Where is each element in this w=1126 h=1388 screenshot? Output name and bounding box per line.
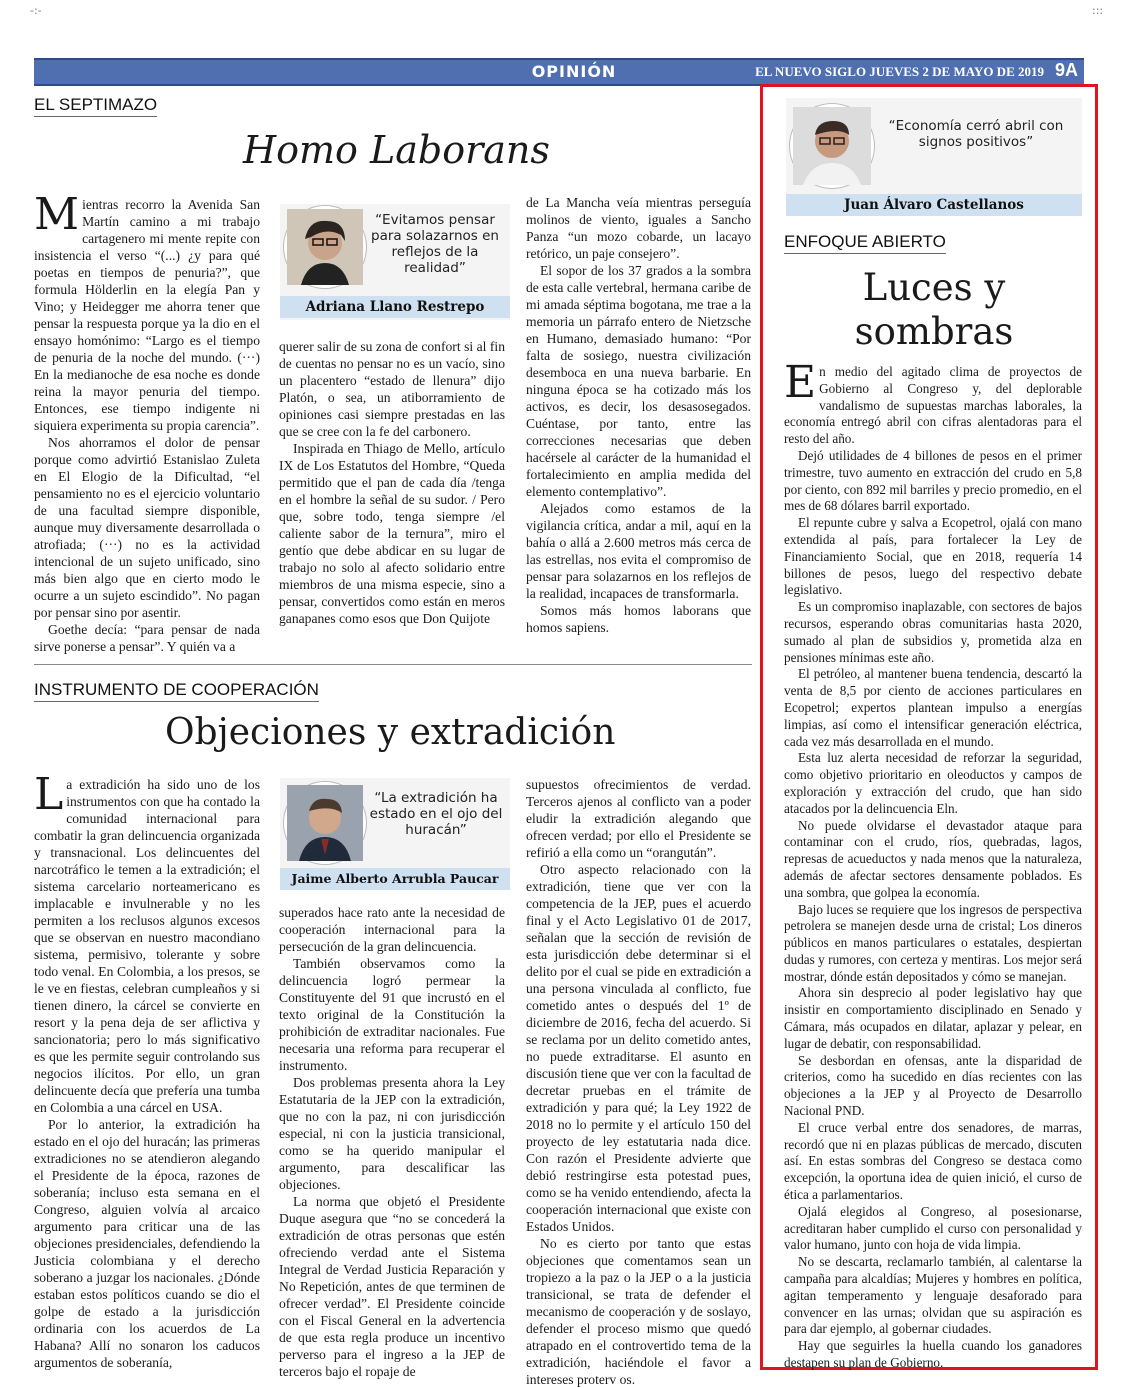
- article1-title: Homo Laborans: [243, 128, 550, 172]
- article3-paragraph: El cruce verbal entre dos senadores, de marras, recordó que ni en plazas públicas de mercado, discuten así. En estas sombras del Congreso se destaca como excepción, la oportuna idea de quien inició, el curso de ética a parlamentarios.: [784, 1119, 1082, 1203]
- article3-paragraph: Bajo luces se requiere que los ingresos de perspectiva petrolera se manejen desde urna de cristal; Los dineros públicos en manos particulares o estatales, despiertan dudas y rumores, con certeza y mentiras. Los mejor será mostrar, dónde están depositados y cómo se manejan.: [784, 901, 1082, 984]
- paper-date: EL NUEVO SIGLO JUEVES 2 DE MAYO DE 2019: [755, 64, 1044, 79]
- article2-author: Jaime Alberto Arrubla Paucar: [280, 868, 510, 890]
- article1-quote: “Evitamos pensar para solazarnos en reflejos de la realidad”: [371, 212, 499, 276]
- article2-paragraph: superados hace rato ante la necesidad de cooperación internacional para la persecución de la gran delincuencia.: [279, 905, 505, 954]
- article2-paragraph: supuestos ofrecimientos de verdad. Terceros ajenos al conflicto van a poder eludir la extradición alegando que ofrecen verdad; por ello el Presidente se refirió a ella como un “orangután”.: [526, 777, 751, 860]
- article2-paragraph: La norma que objetó el Presidente Duque asegura que “no se concederá la extradición de otras personas que estén ofreciendo verdad ante el Sistema Integral de Verdad Justicia Reparación y No Repetición, antes de que terminen de ofrecer verdad”. El Presidente coincide con el Fiscal General en la advertencia de que esta regla produce un incentivo perverso para el ingreso a la JEP de terceros bajo el ropaje de: [279, 1194, 505, 1379]
- article3-paragraph: No puede olvidarse el devastador ataque para contaminar con el crudo, ríos, quebradas, lagos, represas de acueductos y nada menos que la naturaleza, además de afectar sectores densamente poblados. Es una sombra, que golpea la economía.: [784, 817, 1082, 900]
- drop-cap: M: [34, 189, 80, 240]
- article3-paragraph: Esta luz alerta necesidad de reforzar la seguridad, como objetivo prioritario en oleoductos y campos de exploración y extracción del crudo, que han sido atacados por la delincuencia Eln.: [784, 750, 1082, 816]
- article2-column-3: [526, 776, 751, 1387]
- article2-kicker: INSTRUMENTO DE COOPERACIÓN: [34, 680, 319, 702]
- article3-body: [784, 357, 1082, 1371]
- article3-paragraph: Se desbordan en ofensas, ante la disparidad de criterios, como ha sucedido en días recientes con las objeciones a la JEP y al Proyecto de Desarrollo Nacional PND.: [784, 1052, 1082, 1119]
- article1-column-2: [279, 338, 505, 624]
- author-portrait-icon: [287, 209, 363, 285]
- author-portrait-icon: [287, 785, 363, 861]
- article2-paragraph: También observamos como la delincuencia logró permear la Constituyente del 91 que incrustó en el texto original de la Constitución la prohibición de extraditar nacionales. Fue necesaria una reforma para recuperar el instrumento.: [279, 956, 505, 1073]
- article3-title-line: sombras: [854, 310, 1014, 353]
- article2-title: Objeciones y extradición: [165, 712, 616, 753]
- article1-paragraph: Mientras recorro la Avenida San Martín camino a mi trabajo cartagenero mi mente repite con insistencia el verso “(...) ¿y para qué poetas en tiempos de penuria?”, que formula Hölderlin en la elegía Pan y Vino; y Heidegger me ahorra tener que pensar la respuesta porque ya la dio en el ensayo homónimo: “Largo es el tiempo de penuria de la noche del mundo. (···) En la medianoche de esa noche es donde reina la mayor penuria del tiempo. Entonces, ese tiempo indigente ni siquiera experimenta su propia carencia”.: [34, 189, 260, 433]
- article1-quote-box: [280, 204, 510, 320]
- article3-quote-box: [786, 98, 1082, 216]
- article3-paragraph: Dejó utilidades de 4 billones de pesos en el primer trimestre, tuvo aumento en extracción del crudo en 5,8 por ciento, con 892 mil barriles y precio promedio, en el mes de 68 dólares barril exportado.: [784, 447, 1082, 514]
- article1-column-1: [34, 189, 260, 654]
- drop-cap: E: [784, 357, 817, 408]
- article2-paragraph: Dos problemas presenta ahora la Ley Estatutaria de la JEP con la extradición, que no con la paz, ni con jurisdicción especial, ni con la justicia transicional, como se ha querido manipular el argumento, para descalificar las objeciones.: [279, 1075, 505, 1192]
- article3-title: [784, 266, 1084, 354]
- author-photo: [284, 782, 366, 864]
- article2-quote: “La extradición ha estado en el ojo del huracán”: [369, 790, 503, 838]
- article2-column-1: [34, 769, 260, 1370]
- article3-paragraph: Hay que seguirles la huella cuando los ganadores destapen su plan de Gobierno.: [784, 1338, 1082, 1371]
- article2-paragraph: La extradición ha sido uno de los instrumentos con que ha contado la comunidad internacional para combatir la gran delincuencia organizada y transnacional. Los delincuentes del narcotráfico le temen a la extradición; el sistema carcelario norteamericano es implacable e invulnerable y no les permiten a los reclusos algunos excesos que se observan en nuestro macondiano sistema, permisivo, tolerante y sobre todo venal. En Colombia, a los presos, se le ve en fiestas, celebran cumpleaños y si tienen dinero, la cárcel se convierte en resort y la pena deja de ser aflictiva y sancionatoria; pero lo más significativo es que les permite seguir controlando sus negocios ilícitos. Por ello, un gran delincuente decía que prefería una tumba en Colombia a una cárcel en USA.: [34, 769, 260, 1115]
- article3-quote: “Economía cerró abril con signos positivos”: [888, 118, 1064, 150]
- article3-author: Juan Álvaro Castellanos: [786, 194, 1082, 216]
- article1-author: Adriana Llano Restrepo: [280, 296, 510, 318]
- author-photo: [790, 104, 874, 188]
- article1-paragraph: querer salir de su zona de confort si al fin de cuentas no pensar no es un vacío, sino un placentero “estado de llenura” dijo Platón, o sea, un atiborramiento de opiniones casi siempre prestadas en las que se cree con la fe del carbonero.: [279, 339, 505, 439]
- article1-paragraph: de La Mancha veía mientras perseguía molinos de viento, iguales a Sancho Panza “un mozo cobarde, un lacayo retórico, un paje consejero”.: [526, 195, 751, 261]
- section-name: OPINIÓN: [531, 62, 617, 81]
- article3-paragraph: Ojalá elegidos al Congreso, al posesionarse, acreditaran haber cumplido el curso con personalidad y valor humano, junto con hoja de vida limpia.: [784, 1203, 1082, 1253]
- author-portrait-icon: [793, 107, 871, 185]
- divider: [34, 664, 752, 665]
- article1-paragraph: Somos más homos laborans que homos sapiens.: [526, 603, 751, 635]
- article3-paragraph: El repunte cubre y salva a Ecopetrol, ojalá con mano extendida al país, para fortalecer la Ley de Financiamiento Social, que en 2018, requería 14 billones de pesos, luego del respectivo debate legislativo.: [784, 515, 1082, 598]
- article3-paragraph: Ahora sin desprecio al poder legislativo hay que insistir en comportamiento disciplinado en Senado y Cámara, más ocupados en dilatar, aplazar y pelear, en lugar de debatir, con responsabilidad.: [784, 985, 1082, 1051]
- article3-paragraph: El petróleo, al mantener buena tendencia, descartó la venta de 8,5 por ciento de acciones particulares en Ecopetrol; expertos plantean impulso a energías limpias, así como el intensificar generación eléctrica, cada vez más desarrollada en el mundo.: [784, 666, 1082, 749]
- page-number: 9A: [1054, 60, 1078, 80]
- article2-quote-box: [280, 778, 510, 890]
- section-header-bar: [34, 58, 1084, 86]
- article2-column-2: [279, 904, 505, 1379]
- article1-paragraph: Goethe decía: “para pensar de nada sirve ponerse a pensar”. Y quién va a: [34, 622, 260, 654]
- article2-paragraph: Otro aspecto relacionado con la extradición, tiene que ver con la competencia de la JEP, pues el acuerdo final y el Acto Legislativo 01 de 2017, señalan que la sección de revisión de esta jurisdicción debe determinar si el delito por el cual se pide en extradición a una persona vinculada al conflicto, fue cometido antes o después del 1º de diciembre de 2016, fecha del acuerdo. Si se reclama por un delito cometido antes, no puede extraditarse. El asunto en discusión tiene que ver con la facultad de decretar pruebas en el trámite de extradición y para qué; la Ley 1922 de 2018 no lo permite y el artículo 150 del proyecto de ley estatutaria nada dice. Con razón el Presidente advierte que debió restringirse esta potestad pues, como se ha venido entendiendo, afecta la cooperación internacional que existe con Estados Unidos.: [526, 862, 751, 1234]
- author-photo: [284, 206, 366, 288]
- corner-mark-right: :::: [1092, 4, 1104, 17]
- article3-title-line: Luces y: [862, 266, 1006, 309]
- article1-paragraph: El sopor de los 37 grados a la sombra de esta calle vertebral, hermana caribe de mi amada séptima bogotana, me trae a la memoria un párrafo entero de Nietzsche en Humano, demasiado humano: “Por falta de sosiego, nuestra civilización desemboca en una nueva barbarie. En ninguna época se ha cotizado más los activos, es decir, los desasosegados. Cuéntase, por tanto, entre las correcciones necesarias que deben hacérsele al carácter de la humanidad el fortalecimiento en amplia medida del elemento contemplativo”.: [526, 263, 751, 499]
- article3-paragraph: Es un compromiso inaplazable, con sectores de bajos recursos, esperando obras comunitarias hasta 2020, sumado al plan de subsidios y, prometida alza en pensiones mínimas este año.: [784, 599, 1082, 665]
- corner-mark-left: -:-: [30, 4, 42, 17]
- article1-paragraph: Inspirada en Thiago de Mello, artículo IX de Los Estatutos del Hombre, “Queda permitido que el pan de cada día /tenga en el hombre la señal de su sudor. / Pero que, sobre todo, tenga siempre /el caliente sabor de la ternura”, miro el gentío que debe abdicar en su lugar de trabajo no solo al afecto solidario entre miembros de una misma especie, sino a pensar, convertidos como están en meros ganapanes como esos que Don Quijote: [279, 441, 505, 626]
- article3-paragraph: No se descarta, reclamarlo también, al calentarse la campaña para alcaldías; Mujeres y hombres en política, agitan temperamento y lenguaje desaforado para convencer en las urnas; olvidan que su aspiración es para dar ejemplo, al gobernar ciudades.: [784, 1254, 1082, 1337]
- article1-paragraph: Nos ahorramos el dolor de pensar porque como advirtió Estanislao Zuleta en El Elogio de la Dificultad, “el pensamiento no es el ejercicio voluntario de una facultad siempre disponible, aunque muy diversamente desarrollada o atrofiada; (···) no es la actividad intencional de un sujeto unificado, sino más bien algo que en cierto modo le ocurre a un sujeto escindido”. No pagan por pensar sino por asentir.: [34, 435, 260, 620]
- article3-kicker: ENFOQUE ABIERTO: [784, 232, 946, 254]
- article3-paragraph: En medio del agitado clima de proyectos de Gobierno al Congreso y, del deplorable vandalismo de supuestas marchas laborales, la economía entregó abril con cifras alentadoras para el resto del año.: [784, 357, 1082, 447]
- article2-paragraph: Por lo anterior, la extradición ha estado en el ojo del huracán; las primeras extradiciones no se atendieron alegando el Presidente de la época, razones de soberanía; incluso esta semana en el Congreso, alguien volvía al arcaico argumento para criticar una de las objeciones presidenciales, defendiendo la Justicia colombiana y el derecho soberano a juzgar los nacionales. ¿Dónde estaban estos políticos cuando se dio el golpe de estado a la jurisdicción ordinaria con los acuerdos de La Habana? Allí no sonaron los caducos argumentos de soberanía,: [34, 1117, 260, 1370]
- article2-paragraph: No es cierto por tanto que estas objeciones que comentamos sean un tropiezo a la paz o la JEP o a la justicia transicional, se trata de defender el mecanismo de cooperación y de soslayo, defender el proceso mismo que quedó atrapado en el controvertido tema de la extradición, haciéndole el favor a intereses proterv os.: [526, 1236, 751, 1387]
- article1-column-3: [526, 194, 751, 635]
- article1-paragraph: Alejados como estamos de la vigilancia crítica, andar a mil, aquí en la bahía o allá a 2.600 metros más cerca de las estrellas, nos evita el compromiso de pensar para solazarnos en los reflejos de la realidad, incapaces de transformarla.: [526, 501, 751, 601]
- drop-cap: L: [34, 769, 64, 820]
- article1-kicker: EL SEPTIMAZO: [34, 95, 157, 117]
